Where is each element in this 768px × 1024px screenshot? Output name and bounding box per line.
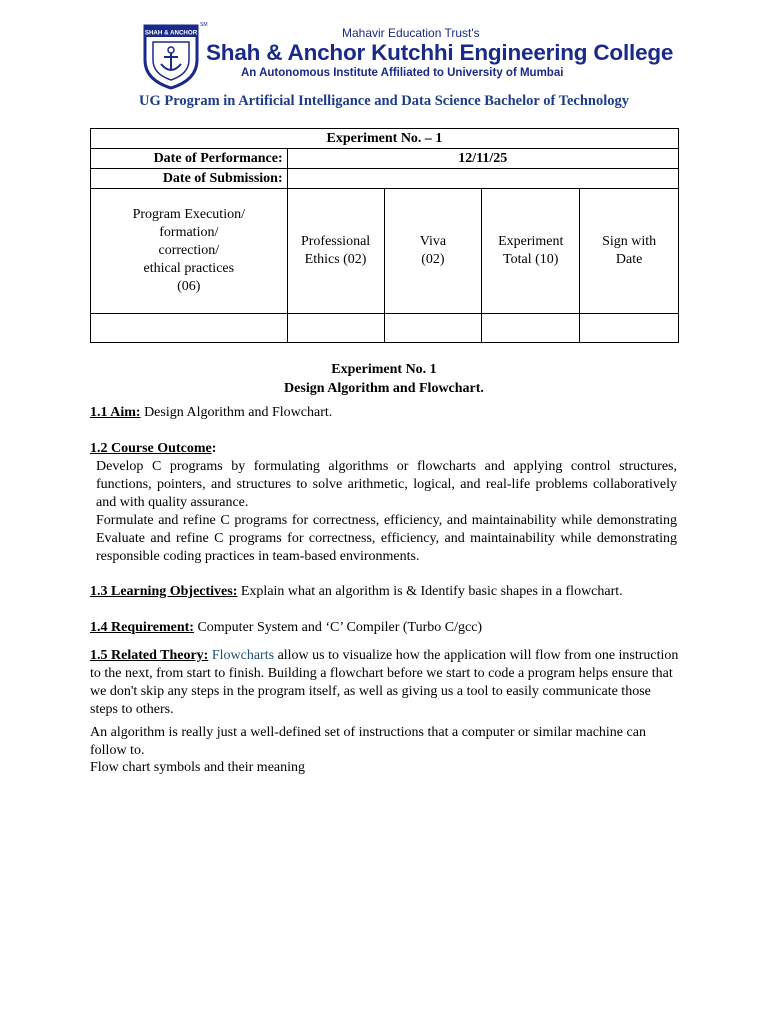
viva-header [384,189,482,314]
col1-line: formation/ [159,225,219,240]
college-header [0,0,768,120]
col4-line: Total (10) [503,252,559,267]
program-title: UG Program in Artificial Intelligance and Data Science Bachelor of Technology [138,93,630,109]
logo-text: SHAH & ANCHOR [144,29,198,37]
performance-date: 12/11/25 [287,149,678,169]
experiment-total-header [482,189,580,314]
experiment-table [90,128,679,343]
marks-cell-viva[interactable] [384,314,482,343]
aim-label: 1.1 Aim: [90,405,141,420]
submission-label: Date of Submission: [91,169,288,189]
col1-line: ethical practices [143,261,235,276]
col3-line: Viva [419,234,447,249]
col2-line: Professional [300,234,371,249]
aim-text: Design Algorithm and Flowchart. [140,405,333,420]
outcome-paragraph-2: Formulate and refine C programs for correctness, efficiency, and maintainability while demonstrating Evaluate and refine C programs for correctness, efficiency, and maintainability while demonstrating responsible coding practices in team-based environments. [96,513,677,564]
col1-line: (06) [177,279,201,294]
logo-mark: SM [200,22,208,28]
submission-date [287,169,678,189]
aim-section [90,404,678,422]
marks-cell-program[interactable] [91,314,288,343]
objectives-label: 1.3 Learning Objectives: [90,584,238,599]
affiliation-text: An Autonomous Institute Affiliated to University of Mumbai [241,67,564,79]
col3-line: (02) [421,252,445,267]
requirement-text: Computer System and ‘C’ Compiler (Turbo C/gcc) [193,620,483,635]
col5-line: Sign with [602,234,657,249]
theory-text: allow us to visualize how the application will flow from one instruction to the next, from start to finish. Building a flowchart before we start to code a program helps ensure that we don't skip any steps in the program itself, as well as giving us a tool to easily communicate those steps to others. [90,648,679,717]
outcome-colon: : [211,441,217,456]
college-logo-icon [141,20,208,90]
experiment-subheading: Design Algorithm and Flowchart. [284,381,484,396]
col1-line: correction/ [158,243,220,258]
marks-cell-sign[interactable] [580,314,679,343]
professional-ethics-header [287,189,384,314]
requirement-label: 1.4 Requirement: [90,620,194,635]
experiment-heading: Experiment No. 1 [331,362,437,377]
course-outcome-section [90,440,678,458]
symbols-caption: Flow chart symbols and their meaning [90,760,306,775]
col2-line: Ethics (02) [304,252,367,267]
college-name: Shah & Anchor Kutchhi Engineering College [206,40,674,65]
outcome-label: 1.2 Course Outcome [90,441,212,456]
outcome-paragraph-1: Develop C programs by formulating algorithms or flowcharts and applying control structures, functions, pointers, and structures to solve arithmetic, logical, and real-life problems collaboratively and with quality assurance. [96,459,677,510]
performance-label: Date of Performance: [91,149,288,169]
theory-label: 1.5 Related Theory: [90,648,209,663]
program-execution-header [91,189,288,314]
experiment-title-cell: Experiment No. – 1 [91,129,679,149]
marks-cell-ethics[interactable] [287,314,384,343]
sign-date-header [580,189,679,314]
col1-line: Program Execution/ [132,207,245,222]
marks-cell-total[interactable] [482,314,580,343]
flowcharts-link[interactable]: Flowcharts [211,648,275,663]
requirement-section [90,619,678,637]
algorithm-paragraph: An algorithm is really just a well-defined set of instructions that a computer or similar machine can follow to. [90,725,646,758]
objectives-section [90,583,678,601]
col4-line: Experiment [498,234,564,249]
theory-section [90,647,680,719]
objectives-text: Explain what an algorithm is & Identify basic shapes in a flowchart. [237,584,623,599]
col5-line: Date [615,252,643,267]
trust-name: Mahavir Education Trust's [342,26,480,40]
